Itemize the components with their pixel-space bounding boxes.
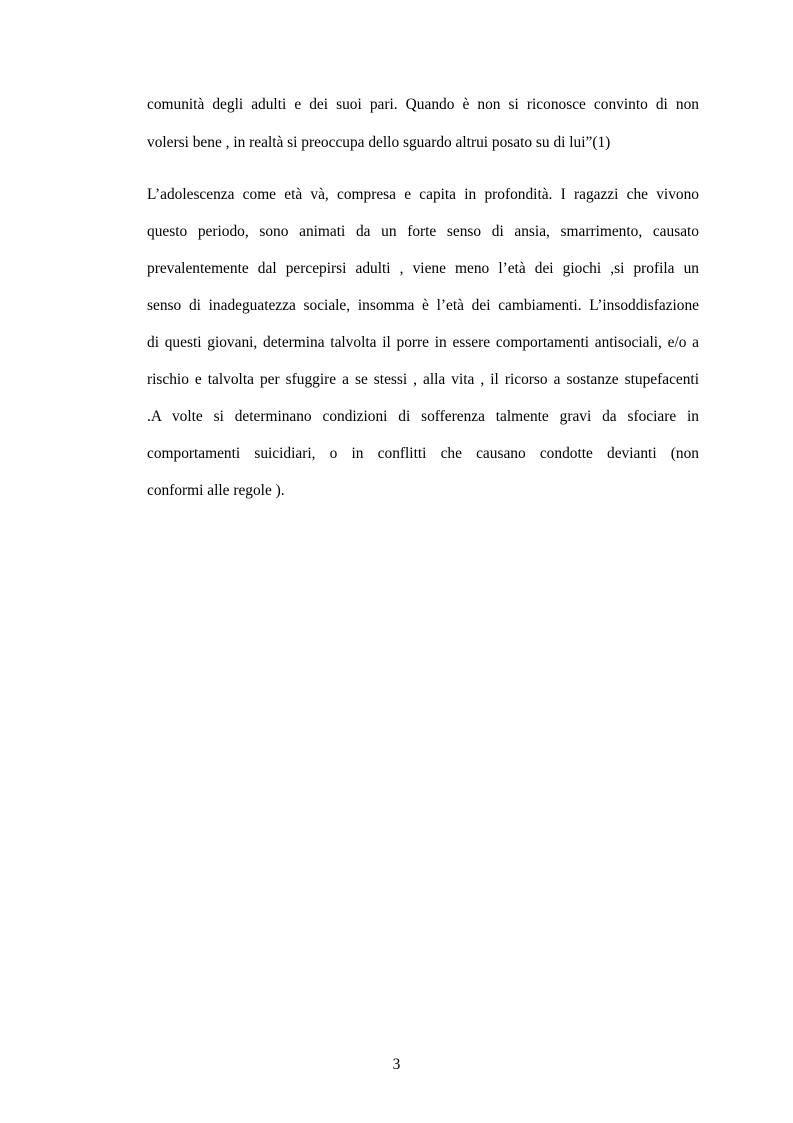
page-number: 3	[392, 1056, 401, 1073]
text-line: di questi giovani, determina talvolta il porre in essere comportamenti antisociali, e/o a	[147, 334, 699, 351]
text-line: volersi bene , in realtà si preoccupa dello sguardo altrui posato su di lui”(1)	[147, 134, 611, 151]
text-line: .A volte si determinano condizioni di sofferenza talmente gravi da sfociare in	[147, 408, 699, 425]
text-line: senso di inadeguatezza sociale, insomma è l’età dei cambiamenti. L’insoddisfazione	[147, 297, 699, 314]
text-line: conformi alle regole ).	[147, 482, 285, 499]
text-line: prevalentemente dal percepirsi adulti , viene meno l’età dei giochi ,si profila un	[147, 260, 699, 277]
text-line: L’adolescenza come età và, compresa e capita in profondità. I ragazzi che vivono	[147, 186, 699, 203]
text-line: comunità degli adulti e dei suoi pari. Quando è non si riconosce convinto di non	[147, 96, 699, 113]
text-line: questo periodo, sono animati da un forte senso di ansia, smarrimento, causato	[147, 223, 699, 240]
text-line: rischio e talvolta per sfuggire a se stessi , alla vita , il ricorso a sostanze stupefacenti	[147, 371, 699, 388]
text-line: comportamenti suicidiari, o in conflitti che causano condotte devianti (non	[147, 445, 699, 462]
